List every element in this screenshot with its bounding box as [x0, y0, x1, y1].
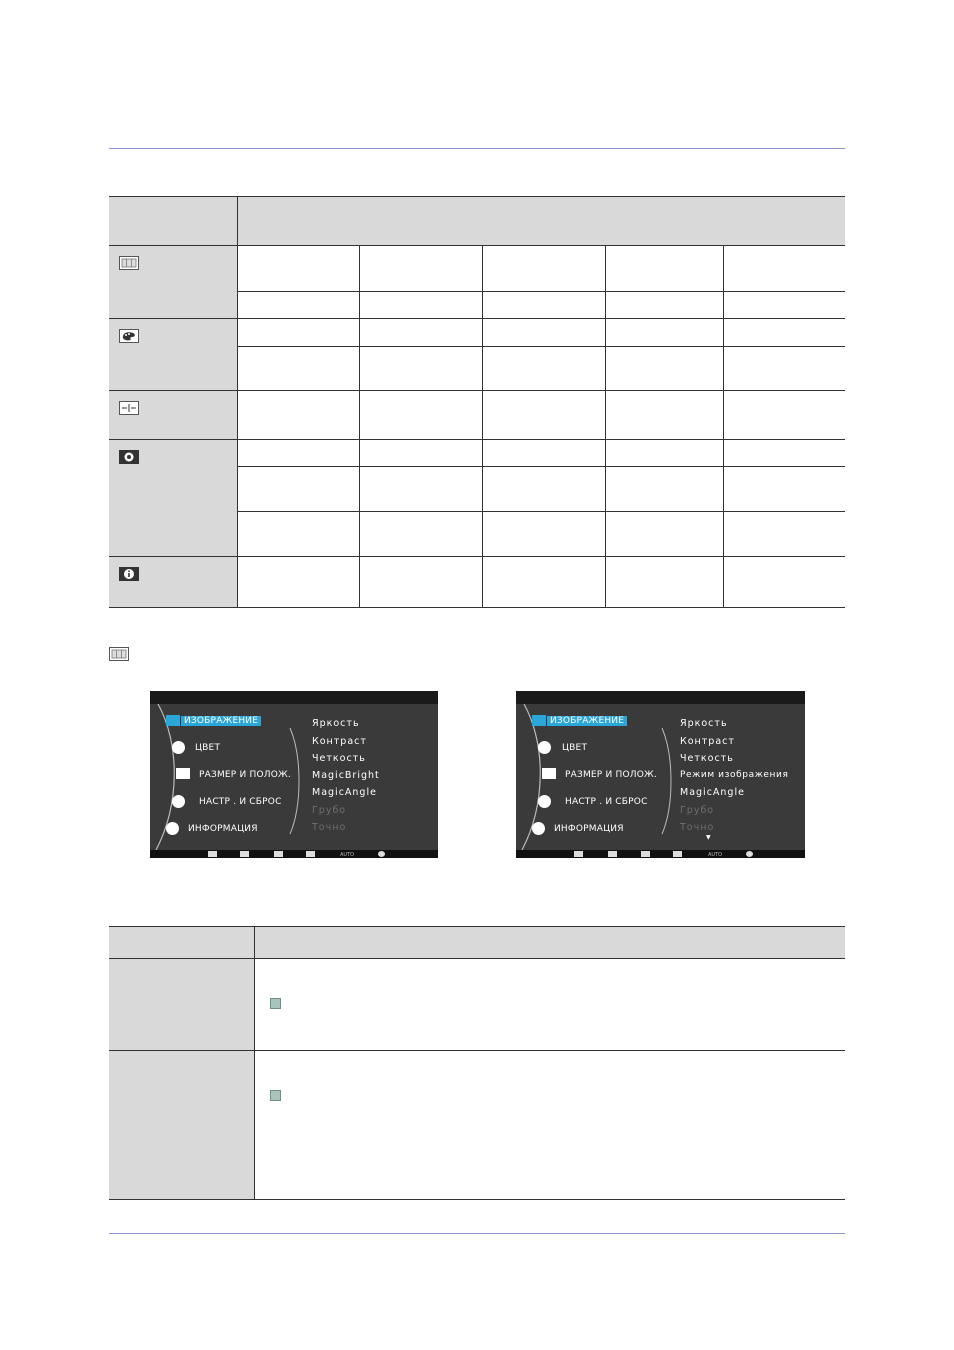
osd-close-button[interactable] — [574, 851, 583, 857]
row-header-color — [109, 319, 237, 391]
osd-menu-setup-reset[interactable]: НАСТР . И СБРОС — [199, 797, 282, 807]
osd-scroll-down-icon[interactable]: ▼ — [706, 834, 711, 841]
osd-sub-magicangle[interactable]: MagicAngle — [312, 787, 377, 798]
osd-menu-size-position[interactable]: РАЗМЕР И ПОЛОЖ. — [565, 770, 657, 780]
osd-sub-brightness[interactable]: Яркость — [680, 718, 728, 729]
osd-sub-sharpness[interactable]: Четкость — [680, 753, 734, 764]
footer-rule — [109, 1233, 845, 1234]
table-row — [109, 440, 845, 467]
header-rule — [109, 148, 845, 149]
osd-info-icon — [166, 822, 179, 835]
osd-color-icon — [538, 741, 551, 754]
table-row — [109, 319, 845, 347]
osd-sub-contrast[interactable]: Контраст — [680, 736, 735, 747]
row-header-contrast — [109, 1051, 254, 1200]
osd-up-button[interactable] — [641, 851, 650, 857]
row-header-setup-reset — [109, 440, 237, 557]
osd-picture-icon — [166, 715, 180, 726]
osd-down-button[interactable] — [608, 851, 617, 857]
osd-picture-icon — [532, 715, 546, 726]
osd-enter-button[interactable] — [673, 851, 682, 857]
osd-power-icon[interactable] — [746, 851, 753, 857]
osd-sub-fine: Точно — [312, 822, 347, 833]
osd-sub-magicbright[interactable]: MagicBright — [312, 770, 380, 781]
table-header-row — [109, 927, 845, 959]
table-row — [109, 557, 845, 608]
osd-menu-color[interactable]: ЦВЕТ — [562, 743, 588, 753]
osd-gear-icon — [538, 795, 551, 808]
row-header-brightness — [109, 959, 254, 1051]
osd-power-icon[interactable] — [378, 851, 385, 857]
osd-menu-information[interactable]: ИНФОРМАЦИЯ — [554, 824, 624, 834]
table-row — [109, 391, 845, 440]
row-header-size-position — [109, 391, 237, 440]
osd-sub-coarse: Грубо — [312, 805, 347, 816]
section-picture-icon — [109, 646, 129, 665]
osd-auto-button[interactable]: AUTO — [708, 852, 723, 858]
table-header-row — [109, 197, 845, 246]
row-header-picture — [109, 246, 237, 319]
description-table — [109, 926, 845, 1200]
osd-menu-color[interactable]: ЦВЕТ — [195, 743, 221, 753]
info-icon — [119, 566, 139, 585]
osd-enter-button[interactable] — [306, 851, 315, 857]
note-icon — [270, 1090, 281, 1101]
row-description-contrast — [254, 1051, 845, 1200]
osd-sub-picture-mode[interactable]: Режим изображения — [680, 770, 789, 780]
header-cell-menu — [109, 927, 254, 959]
table-row — [109, 1051, 845, 1200]
header-cell-menu — [109, 197, 237, 246]
osd-menu-setup-reset[interactable]: НАСТР . И СБРОС — [565, 797, 648, 807]
osd-sub-coarse: Грубо — [680, 805, 715, 816]
size-position-icon — [119, 400, 139, 419]
osd-sub-fine: Точно — [680, 822, 715, 833]
header-cell-submenu — [237, 197, 845, 246]
menu-overview-table — [109, 196, 845, 608]
osd-menu-size-position[interactable]: РАЗМЕР И ПОЛОЖ. — [199, 770, 291, 780]
osd-menu-information[interactable]: ИНФОРМАЦИЯ — [188, 824, 258, 834]
osd-size-icon — [542, 768, 556, 779]
osd-menu-picture[interactable]: ИЗОБРАЖЕНИЕ — [547, 716, 627, 726]
table-row — [109, 246, 845, 292]
header-cell-description — [254, 927, 845, 959]
color-palette-icon — [119, 328, 139, 347]
osd-gear-icon — [172, 795, 185, 808]
gear-icon — [119, 449, 139, 468]
osd-close-button[interactable] — [208, 851, 217, 857]
table-row — [109, 959, 845, 1051]
row-header-information — [109, 557, 237, 608]
osd-sub-contrast[interactable]: Контраст — [312, 736, 367, 747]
osd-up-button[interactable] — [274, 851, 283, 857]
row-description-brightness — [254, 959, 845, 1051]
osd-screenshot-right — [516, 691, 805, 858]
osd-info-icon — [532, 822, 545, 835]
osd-sub-sharpness[interactable]: Четкость — [312, 753, 366, 764]
osd-color-icon — [172, 741, 185, 754]
osd-sub-brightness[interactable]: Яркость — [312, 718, 360, 729]
picture-icon — [119, 255, 139, 274]
osd-size-icon — [176, 768, 190, 779]
osd-screenshot-left — [150, 691, 438, 858]
osd-down-button[interactable] — [240, 851, 249, 857]
osd-auto-button[interactable]: AUTO — [340, 852, 355, 858]
note-icon — [270, 998, 281, 1009]
osd-sub-magicangle[interactable]: MagicAngle — [680, 787, 745, 798]
osd-menu-picture[interactable]: ИЗОБРАЖЕНИЕ — [181, 716, 261, 726]
